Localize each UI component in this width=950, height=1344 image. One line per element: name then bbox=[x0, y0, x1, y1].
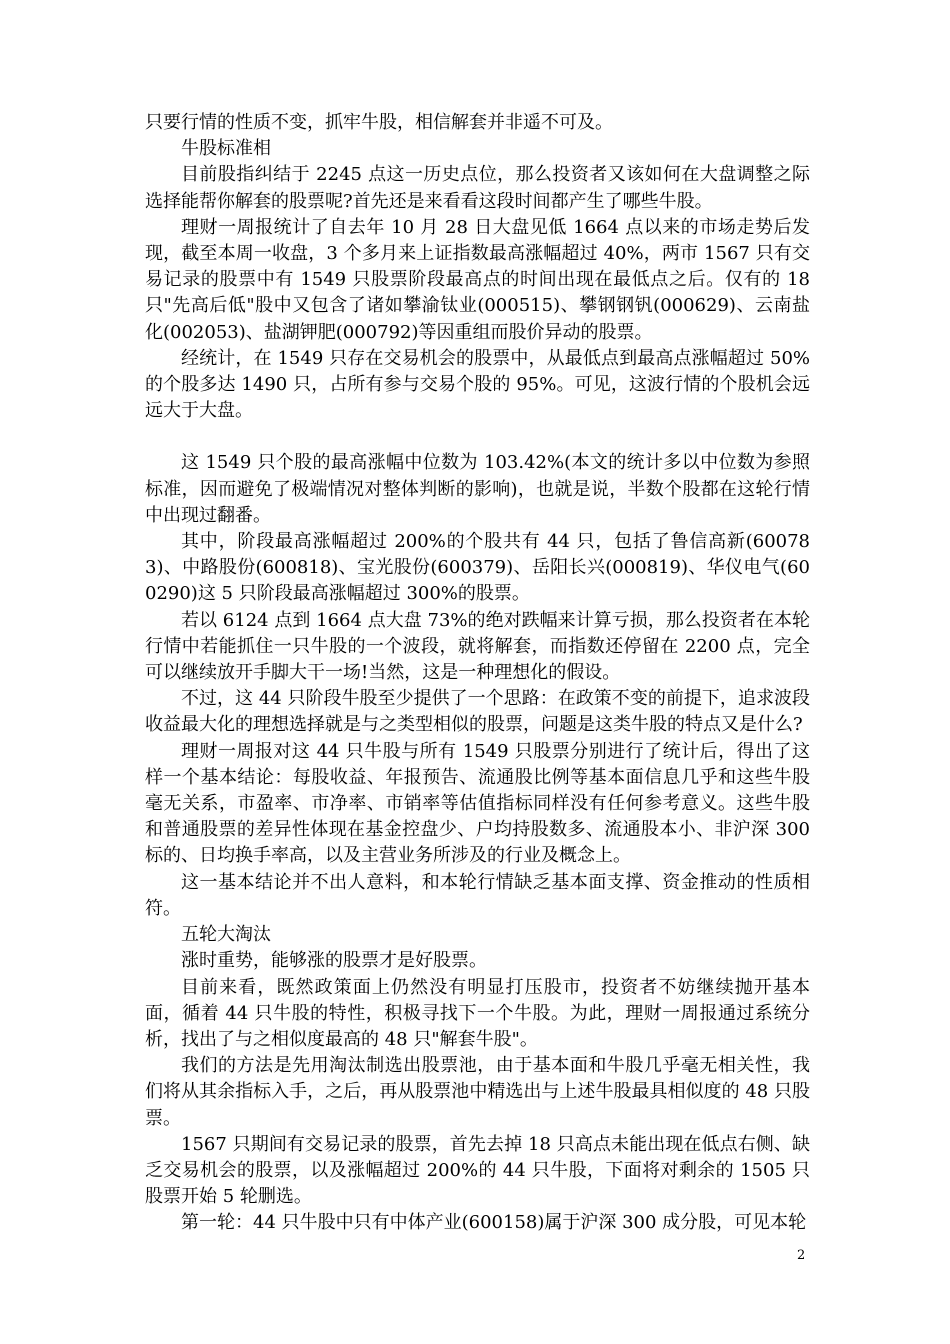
paragraph-market-statistics: 理财一周报统计了自去年 10 月 28 日大盘见低 1664 点以来的市场走势后发现，截至本周一收盘，3 个多月来上证指数最高涨幅超过 40%，两市 1567 只有交易记录的股票中有 1549 只股票阶段最高点的时间出现在最低点之后。仅有的 18 只"先高后低"股中又包含了诸如攀渝钛业(000515)、攀钢钢钒(000629)、云南盐化(002053)、盐湖钾肥(000792)等因重组而股价异动的股票。 bbox=[145, 216, 810, 343]
paragraph-find-next-bull: 目前来看，既然政策面上仍然没有明显打压股市，投资者不妨继续抛开基本面，循着 44 只牛股的特性，积极寻找下一个牛股。为此，理财一周报通过系统分析，找出了与之相似度最高的 48 只"解套牛股"。 bbox=[145, 976, 810, 1050]
document-body bbox=[145, 110, 810, 1237]
paragraph-method: 我们的方法是先用淘汰制选出股票池，由于基本面和牛股几乎毫无相关性，我们将从其余指标入手，之后，再从股票池中精选出与上述牛股最具相似度的 48 只股票。 bbox=[145, 1055, 810, 1129]
paragraph-index-2245: 目前股指纠结于 2245 点这一历史点位，那么投资者又该如何在大盘调整之际选择能帮你解套的股票呢?首先还是来看看这段时间都产生了哪些牛股。 bbox=[145, 164, 810, 212]
paragraph-top-44-stocks: 其中，阶段最高涨幅超过 200%的个股共有 44 只，包括了鲁信高新(600783)、中路股份(600818)、宝光股份(600379)、岳阳长兴(000819)、华仪电气(600290)这 5 只阶段最高涨幅超过 300%的股票。 bbox=[145, 531, 810, 605]
section-heading-bull-stock-standard: 牛股标准相 bbox=[181, 138, 271, 160]
paragraph-intro-conclusion: 只要行情的性质不变，抓牢牛股，相信解套并非遥不可及。 bbox=[145, 112, 613, 133]
paragraph-median-gain: 这 1549 只个股的最高涨幅中位数为 103.42%(本文的统计多以中位数为参照标准，因而避免了极端情况对整体判断的影响)，也就是说，半数个股都在这轮行情中出现过翻番。 bbox=[145, 452, 810, 526]
section-heading-five-rounds: 五轮大淘汰 bbox=[181, 924, 271, 946]
paragraph-gain-over-50: 经统计，在 1549 只存在交易机会的股票中，从最低点到最高点涨幅超过 50%的个股多达 1490 只，占所有参与交易个股的 95%。可见，这波行情的个股机会远远大于大盘。 bbox=[145, 347, 810, 422]
paragraph-idea: 不过，这 44 只阶段牛股至少提供了一个思路：在政策不变的前提下，追求波段收益最大化的理想选择就是与之类型相似的股票，问题是这类牛股的特点又是什么? bbox=[145, 688, 810, 736]
page-number: 2 bbox=[797, 1248, 806, 1263]
paragraph-loss-calculation: 若以 6124 点到 1664 点大盘 73%的绝对跌幅来计算亏损，那么投资者在本轮行情中若能抓住一只牛股的一个波段，就将解套，而指数还停留在 2200 点，完全可以继续放开手脚大干一场!当然，这是一种理想化的假设。 bbox=[145, 609, 810, 684]
blank-line bbox=[145, 424, 810, 450]
paragraph-basic-conclusion: 理财一周报对这 44 只牛股与所有 1549 只股票分别进行了统计后，得出了这样一个基本结论：每股收益、年报预告、流通股比例等基本面信息几乎和这些牛股毫无关系，市盈率、市净率、市销率等估值指标同样没有任何参考意义。这些牛股和普通股票的差异性体现在基金控盘少、户均持股数多、流通股本小、非沪深 300 标的、日均换手率高，以及主营业务所涉及的行业及概念上。 bbox=[145, 740, 810, 867]
paragraph-momentum: 涨时重势，能够涨的股票才是好股票。 bbox=[181, 950, 487, 972]
paragraph-screening: 1567 只期间有交易记录的股票，首先去掉 18 只高点未能出现在低点右侧、缺乏交易机会的股票，以及涨幅超过 200%的 44 只牛股，下面将对剩余的 1505 只股票开始 5 轮删选。 bbox=[145, 1133, 810, 1208]
paragraph-conclusion-consistent: 这一基本结论并不出人意料，和本轮行情缺乏基本面支撑、资金推动的性质相符。 bbox=[145, 871, 810, 919]
paragraph-round-one: 第一轮：44 只牛股中只有中体产业(600158)属于沪深 300 成分股，可见本轮 bbox=[181, 1212, 807, 1234]
